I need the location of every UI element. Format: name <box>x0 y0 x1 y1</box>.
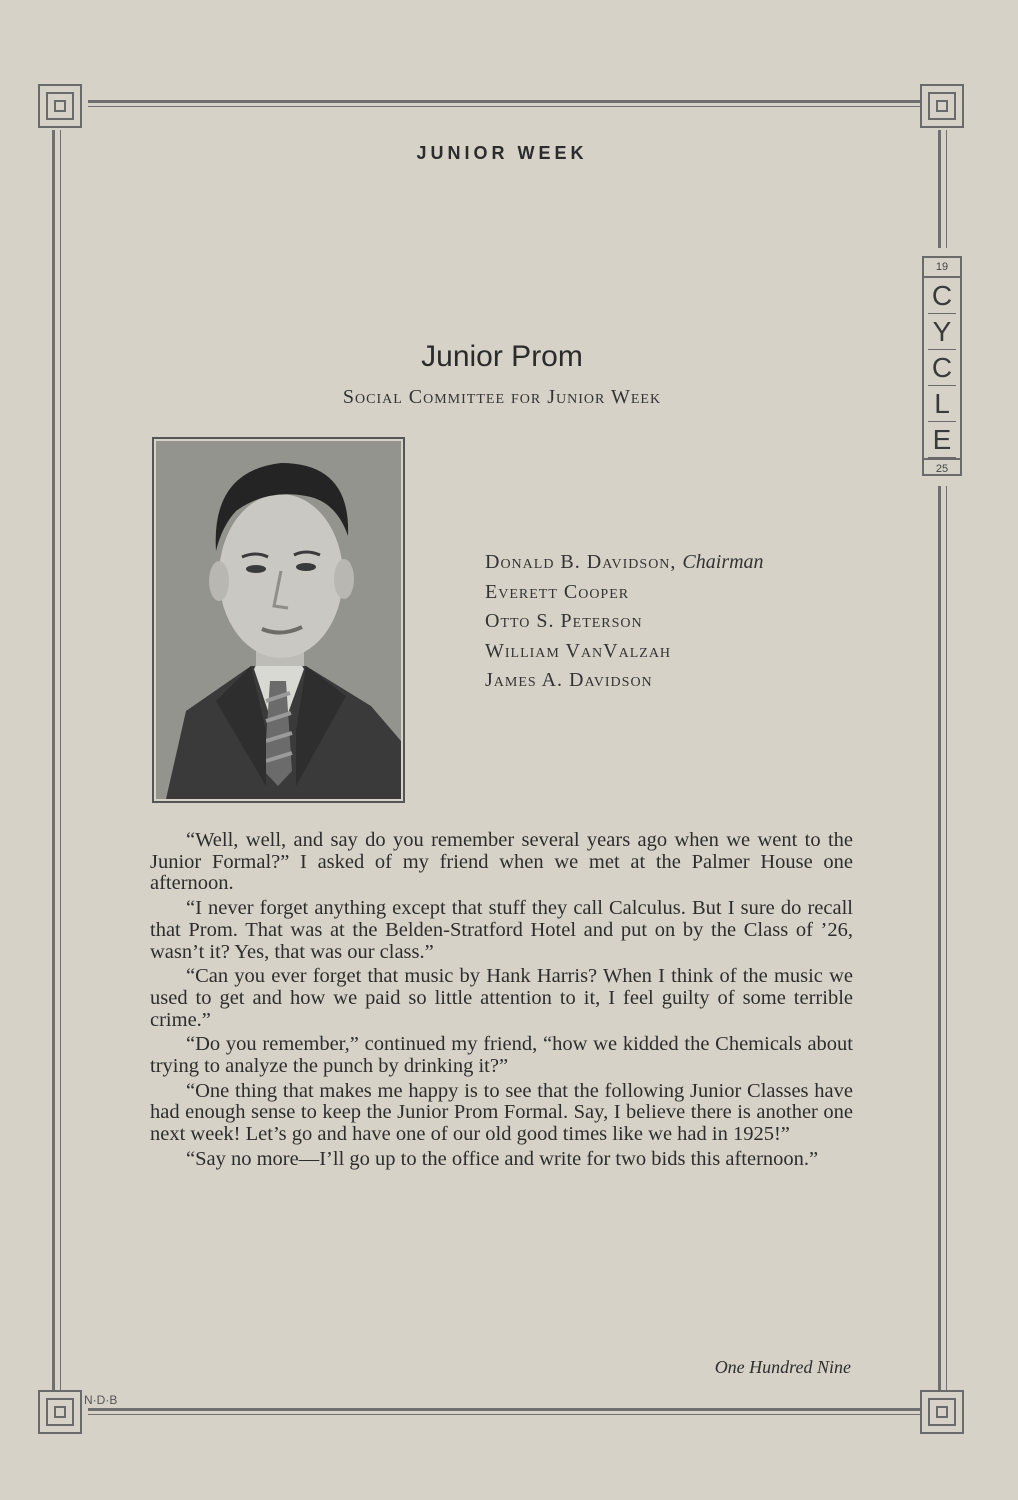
story-paragraph: “One thing that makes me happy is to see that the following Junior Classes have had enough sense to keep the Junior Prom Formal. Say, I believe there is another one next week! Let’s go and have one of our old good times like we had in 1925!” <box>150 1079 853 1146</box>
cycle-letter: C <box>928 350 956 386</box>
portrait-photo <box>152 437 405 803</box>
member-name: William VanValzah <box>485 639 672 662</box>
border-bottom-inner <box>88 1414 926 1415</box>
story-paragraph: “I never forget anything except that stuff they call Calculus. But I sure do recall that Prom. That was at the Belden-Stratford Hotel and put on by the Class of ’26, wasn’t it? Yes, that was our class.” <box>150 897 853 963</box>
border-left <box>52 130 55 1392</box>
member-name: Donald B. Davidson <box>485 551 671 573</box>
story-paragraph: “Say no more—I’ll go up to the office and write for two bids this afternoon.” <box>186 1147 819 1170</box>
border-right-lower <box>938 486 941 1392</box>
border-bottom <box>88 1408 926 1411</box>
committee-member <box>485 578 905 608</box>
member-name: Otto S. Peterson <box>485 610 643 632</box>
committee-member <box>485 637 905 667</box>
border-top <box>88 100 926 103</box>
cycle-year-top: 19 <box>924 258 960 278</box>
committee-member: Donald B. Davidson, Chairman <box>485 551 764 573</box>
story-paragraph: “Can you ever forget that music by Hank Harris? When I think of the music we used to get and how we paid so little attention to it, I feel guilty of some terrible crime.” <box>150 965 853 1031</box>
committee-member <box>485 607 905 637</box>
portrait-illustration <box>156 441 401 799</box>
member-role: Chairman <box>682 551 764 573</box>
story-paragraph: “Well, well, and say do you remember several years ago when we went to the Junior Formal?” I asked of my friend when we met at the Palmer House one afternoon. <box>150 829 853 895</box>
cycle-letter: C <box>928 278 956 314</box>
story-paragraph: “Do you remember,” continued my friend, “how we kidded the Chemicals about trying to analyze the punch by drinking it?” <box>150 1033 853 1078</box>
committee-member <box>485 666 905 696</box>
corner-ornament-bottom-right <box>920 1390 964 1434</box>
story-text <box>150 830 853 1174</box>
page-number: One Hundred Nine <box>714 1357 851 1377</box>
border-left-inner <box>60 130 61 1392</box>
corner-ornament-bottom-left <box>38 1390 82 1434</box>
committee-list <box>485 548 905 696</box>
cycle-letter: E <box>928 422 956 458</box>
member-name: Everett Cooper <box>485 580 630 603</box>
portrait-image <box>156 441 401 799</box>
section-title: Junior Prom <box>421 340 583 373</box>
member-name: James A. Davidson <box>485 669 653 691</box>
corner-ornament-top-left <box>38 84 82 128</box>
section-subtitle: Social Committee for Junior Week <box>342 386 662 408</box>
running-head: JUNIOR WEEK <box>416 143 588 163</box>
cycle-year-bottom: 25 <box>924 458 960 478</box>
border-right-inner-lower <box>946 486 947 1392</box>
cycle-letter: Y <box>928 314 956 350</box>
corner-ornament-top-right <box>920 84 964 128</box>
artist-monogram: N·D·B <box>84 1393 118 1407</box>
border-top-inner <box>88 106 926 107</box>
cycle-letter: L <box>928 386 956 422</box>
